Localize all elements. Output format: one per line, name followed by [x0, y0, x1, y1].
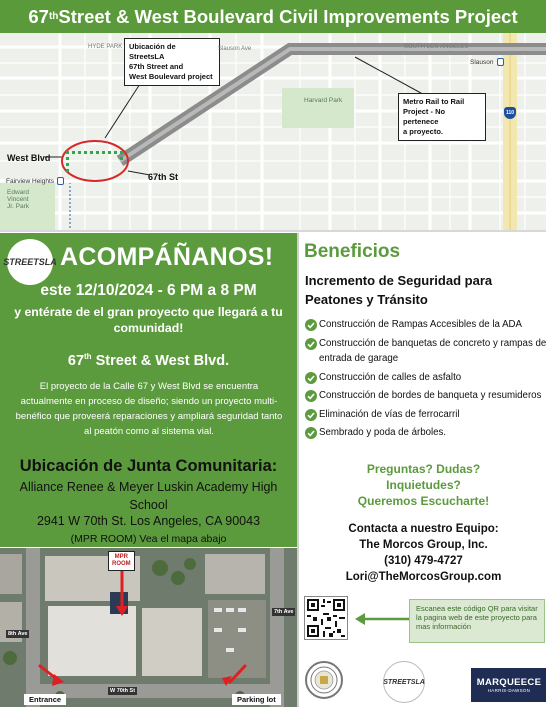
tram-icon	[497, 58, 504, 66]
street-8th-ave: 8th Ave	[8, 631, 28, 637]
benefit-item: Sembrado y poda de árboles.	[305, 425, 546, 441]
qr-code-graphic	[305, 597, 347, 639]
council-member-logo: MARQUEECE HARRIS-DAWSON	[471, 668, 546, 702]
contact-company: The Morcos Group, Inc.	[359, 539, 488, 551]
parking-lot-label: Parking lot	[232, 694, 281, 705]
tram-icon	[57, 177, 64, 185]
event-date: este 12/10/2024 - 6 PM a 8 PM	[40, 282, 257, 299]
fairview-station	[6, 177, 64, 185]
benefits-panel	[297, 233, 546, 707]
benefit-item: Eliminación de vías de ferrocarril	[305, 407, 546, 423]
seal-icon	[309, 665, 339, 695]
project-location-callout: Ubicación de StreetsLA 67th Street and West Boulevard project	[124, 38, 220, 86]
qr-instructions: Escanea este código QR para visitar la pagina web de este proyecto para mas información	[409, 599, 545, 643]
street-label-slauson: Slauson Ave	[218, 46, 252, 52]
venue-room: (MPR ROOM) Vea el mapa abajo	[70, 533, 227, 545]
page-title: 67 th Street & West Boulevard Civil Improvements Project	[0, 0, 546, 33]
metro-rail-callout: Metro Rail to Rail Project - No pertenece a proyecto.	[398, 93, 486, 141]
contact-phone[interactable]: (310) 479-4727	[384, 555, 463, 567]
street-label-south-la: SOUTH LOS ANGELES	[404, 44, 469, 50]
event-info-panel	[0, 233, 297, 547]
contact-heading: Contacta a nuestro Equipo:	[348, 523, 499, 535]
benefit-list	[305, 317, 546, 444]
street-7th-ave: 7th Ave	[274, 609, 294, 615]
street-label-hyde-park: HYDE PARK	[88, 44, 123, 50]
benefit-item: Construcción de calles de asfalto	[305, 370, 546, 386]
project-description: El proyecto de la Calle 67 y West Blvd se encuentra actualmente en proceso de diseño; siendo un proyecto multi-benéfico que proveerá reparaciones y ampliará seguridad tanto al peatón como al sistema vial.	[15, 381, 283, 437]
arrow-left-icon	[355, 613, 409, 625]
benefits-subheading: Incremento de Seguridad para Peatones y Tránsito	[305, 273, 493, 307]
check-icon	[305, 409, 317, 421]
edward-vincent-park-label: Edward Vincent Jr. Park	[7, 189, 30, 210]
join-heading: ACOMPÁÑANOS!	[60, 243, 274, 271]
project-street-heading: 67th Street & West Blvd.	[67, 352, 230, 369]
west-blvd-label: West Blvd	[7, 153, 51, 163]
check-icon	[305, 390, 317, 402]
contact-block	[299, 521, 546, 585]
streetsla-logo: STREETSLA	[7, 239, 53, 285]
freeway-110-shield: 110	[504, 107, 516, 119]
67th-st-label: 67th St	[148, 172, 179, 182]
questions-text: Preguntas? Dudas? Inquietudes? Queremos Escucharte!	[357, 462, 490, 508]
benefit-item: Construcción de Rampas Accesibles de la ADA	[305, 317, 546, 333]
street-superscript: th	[84, 352, 92, 362]
benefit-item: Construcción de banquetas de concreto y rampas de entrada de garage	[305, 336, 546, 367]
streetsla-logo-small: STREETSLA	[383, 661, 425, 703]
aerial-graphic	[0, 548, 297, 707]
street-w70th: W 70th St	[110, 688, 136, 694]
fairview-station-label: Fairview Heights	[6, 177, 55, 185]
slauson-station-label: Slauson	[470, 58, 494, 66]
city-seal-logo	[305, 661, 343, 699]
check-icon	[305, 319, 317, 331]
aerial-venue-map	[0, 548, 297, 707]
entrance-label: Entrance	[24, 694, 66, 705]
project-location-map	[0, 33, 546, 232]
venue-name: Alliance Renee & Meyer Luskin Academy High School	[19, 480, 278, 512]
check-icon	[305, 338, 317, 350]
slauson-station	[470, 58, 504, 66]
harvard-park-label: Harvard Park	[304, 97, 343, 104]
invite-text: y entérate de el gran proyecto que llegará a tu comunidad!	[14, 305, 283, 335]
check-icon	[305, 372, 317, 384]
benefits-heading: Beneficios	[304, 241, 401, 262]
venue-address: 2941 W 70th St. Los Angeles, CA 90043	[36, 514, 261, 528]
qr-code[interactable]	[304, 596, 348, 640]
mpr-room-label: MPR ROOM	[108, 551, 135, 571]
meeting-location-heading: Ubicación de Junta Comunitaria:	[19, 457, 278, 475]
contact-email[interactable]: Lori@TheMorcosGroup.com	[345, 571, 502, 583]
check-icon	[305, 427, 317, 439]
benefit-item: Construcción de bordes de banqueta y resumideros	[305, 388, 546, 404]
